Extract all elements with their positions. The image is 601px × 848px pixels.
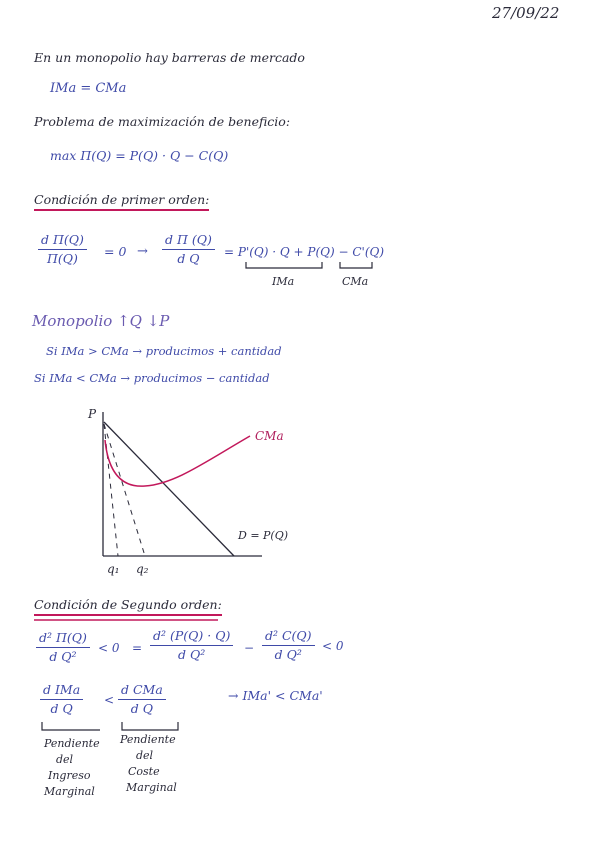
label-cma: CMa (342, 275, 369, 288)
intro-line-1: En un monopolio hay barreras de mercado (34, 50, 305, 65)
second-order-result: → IMa' < CMa' (228, 688, 323, 703)
monopoly-title: Monopolio ↑Q ↓P (32, 312, 170, 330)
fraction-numerator: d² Π(Q) (36, 632, 90, 648)
fraction-numerator: d Π(Q) (38, 234, 87, 250)
first-order-title: Condición de primer orden: (34, 194, 209, 211)
problem-title: Problema de maximización de beneficio: (34, 114, 291, 129)
less-than-zero: < 0 (98, 641, 120, 655)
monopoly-case-2: Si IMa < CMa → producimos − cantidad (34, 371, 270, 385)
bracket-ima (246, 262, 322, 268)
fraction-numerator: d IMa (40, 684, 83, 700)
intro-line-2: IMa = CMa (50, 81, 127, 96)
fraction-numerator: d² C(Q) (262, 630, 315, 646)
fraction-denominator: d Q (130, 700, 154, 716)
graph-q2-label: q₂ (136, 562, 149, 576)
bracket-cma (340, 262, 372, 268)
fraction-numerator: d² (P(Q) · Q) (150, 630, 233, 646)
graph-q1-label: q₁ (107, 562, 120, 576)
less-than-sign: < (104, 693, 115, 707)
fraction-denominator: Π(Q) (46, 250, 78, 266)
label-ima: IMa (272, 275, 295, 288)
note-cma-line-1: Pendiente (120, 733, 176, 746)
problem-formula: max Π(Q) = P(Q) · Q − C(Q) (50, 148, 229, 163)
fraction-denominator: d Q² (178, 646, 206, 662)
note-cma-line-2: del (136, 749, 154, 762)
fraction-numerator: d Π (Q) (162, 234, 215, 250)
graph-cma-curve (105, 436, 250, 486)
equals-sign: = (132, 641, 143, 655)
graph-demand-label: D = P(Q) (238, 529, 289, 542)
fraction-denominator: d Q (50, 700, 73, 716)
note-ima-line-2: del (56, 753, 74, 766)
note-ima-line-3: Ingreso (48, 769, 91, 782)
graph-y-axis-label: P (88, 407, 97, 421)
graph-cma-label: CMa (255, 429, 284, 443)
date-label: 27/09/22 (492, 4, 560, 22)
second-order-title: Condición de Segundo orden: (34, 599, 222, 616)
bracket-slope-cma (122, 722, 178, 730)
bracket-slope-ima (42, 722, 100, 730)
fraction-denominator: d Q² (49, 648, 77, 664)
arrow-icon: → (137, 244, 148, 259)
equals-zero: = 0 (104, 244, 127, 259)
minus-sign: − (244, 641, 255, 655)
monopoly-case-1: Si IMa > CMa → producimos + cantidad (46, 344, 282, 358)
less-than-zero-2: < 0 (322, 639, 344, 653)
fraction-denominator: d Q² (274, 646, 302, 662)
note-ima-line-1: Pendiente (44, 737, 100, 750)
note-cma-line-4: Marginal (126, 781, 177, 794)
note-cma-line-3: Coste (128, 765, 160, 778)
fraction-numerator: d CMa (118, 684, 166, 700)
first-order-expression: = P'(Q) · Q + P(Q) − C'(Q) (224, 245, 385, 259)
fraction-denominator: d Q (177, 250, 200, 266)
note-ima-line-4: Marginal (44, 785, 95, 798)
graph-demand-line (104, 422, 234, 556)
